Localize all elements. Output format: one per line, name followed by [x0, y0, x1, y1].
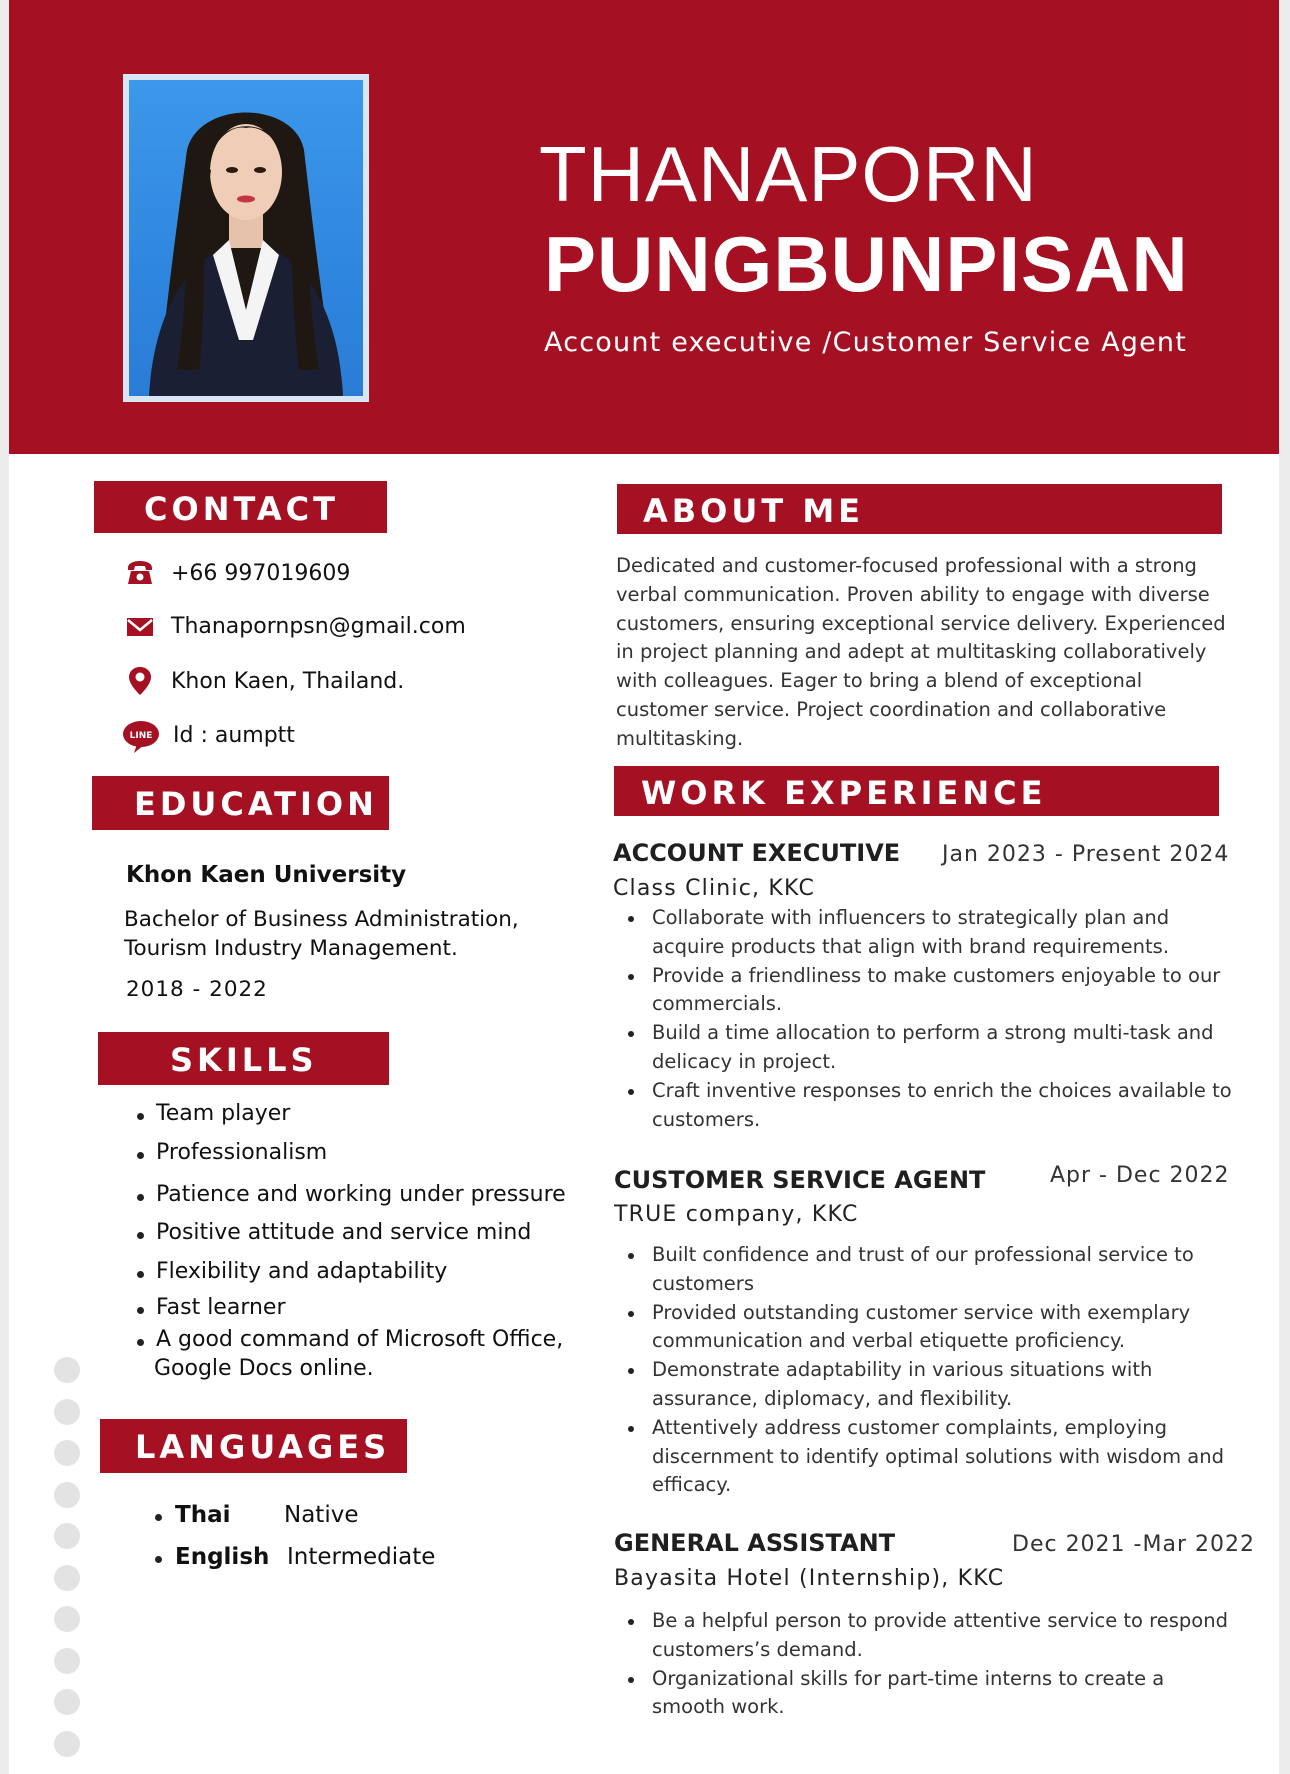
job-date: Apr - Dec 2022 [1050, 1163, 1230, 1188]
email-text[interactable]: Thanapornpsn@gmail.com [171, 614, 466, 639]
skill-item: Team player [156, 1101, 291, 1126]
job-company: Bayasita Hotel (Internship), KKC [614, 1566, 1005, 1591]
job-bullets [616, 1607, 1236, 1722]
job-company: TRUE company, KKC [614, 1202, 859, 1227]
about-line: verbal communication. Proven ability to engage with diverse [616, 582, 1210, 606]
job-title: GENERAL ASSISTANT [614, 1529, 896, 1557]
language-name: Thai [175, 1502, 231, 1528]
job-bullet: Built confidence and trust of our professional service to customers [616, 1241, 1236, 1299]
job-bullet: Craft inventive responses to enrich the choices available to customers. [616, 1077, 1236, 1135]
job-bullets [616, 1241, 1236, 1500]
job-bullet: Provide a friendliness to make customers enjoyable to our commercials. [616, 962, 1236, 1020]
phone-icon [125, 558, 155, 588]
job-title: CUSTOMER SERVICE AGENT [614, 1166, 986, 1194]
job-bullet: Be a helpful person to provide attentive service to respond customers’s demand. [616, 1607, 1236, 1665]
skill-item: Patience and working under pressure [156, 1182, 566, 1207]
job-bullet: Attentively address customer complaints, employing discernment to identify optimal solutions with wisdom and efficacy. [616, 1414, 1236, 1500]
language-level: Native [284, 1502, 359, 1528]
language-level: Intermediate [287, 1544, 436, 1570]
education-degree-line1: Bachelor of Business Administration, [124, 907, 519, 932]
profile-photo-frame [123, 74, 369, 402]
contact-heading: CONTACT [94, 481, 387, 533]
job-bullet: Collaborate with influencers to strategically plan and acquire products that align with brand requirements. [616, 904, 1236, 962]
about-line: customer service. Project coordination and collaborative [616, 697, 1167, 721]
location-pin-icon [125, 666, 155, 696]
line-chat-icon [122, 720, 160, 754]
skill-item: Professionalism [156, 1140, 328, 1165]
about-line: multitasking. [616, 726, 744, 750]
svg-text:LINE: LINE [129, 731, 153, 741]
job-role: Account executive /Customer Service Agent [544, 327, 1188, 358]
job-bullet: Demonstrate adaptability in various situations with assurance, diplomacy, and flexibility. [616, 1356, 1236, 1414]
work-heading: WORK EXPERIENCE [614, 766, 1219, 816]
job-bullet: Organizational skills for part-time interns to create a smooth work. [616, 1665, 1236, 1723]
language-item [175, 1502, 359, 1528]
about-line: customers, ensuring exceptional service delivery. Experienced [616, 611, 1226, 635]
skill-item-continued: Google Docs online. [154, 1356, 374, 1381]
job-title: ACCOUNT EXECUTIVE [613, 839, 901, 867]
phone-text[interactable]: +66 997019609 [171, 561, 351, 586]
about-text [616, 552, 1246, 754]
first-name: THANAPORN [539, 130, 1038, 218]
education-school: Khon Kaen University [126, 862, 407, 888]
skill-item: Fast learner [156, 1295, 286, 1320]
about-heading: ABOUT ME [617, 484, 1222, 534]
skill-item: A good command of Microsoft Office, [156, 1327, 564, 1352]
resume-page [9, 0, 1279, 1774]
skill-item: Positive attitude and service mind [156, 1220, 532, 1245]
about-line: with colleagues. Eager to bring a blend of exceptional [616, 669, 1143, 693]
job-bullets [616, 904, 1236, 1134]
line-id-text[interactable]: Id : aumptt [173, 723, 295, 748]
education-years: 2018 - 2022 [126, 977, 268, 1002]
job-bullet: Provided outstanding customer service with exemplary communication and verbal etiquette proficiency. [616, 1299, 1236, 1357]
language-name: English [175, 1544, 270, 1570]
education-degree-line2: Tourism Industry Management. [124, 936, 458, 961]
job-bullet: Build a time allocation to perform a strong multi-task and delicacy in project. [616, 1019, 1236, 1077]
about-line: Dedicated and customer-focused professional with a strong [616, 554, 1197, 577]
decorative-dots [54, 1357, 80, 1772]
profile-photo [129, 80, 363, 396]
about-line: in project planning and adept at multitasking collaboratively [616, 640, 1207, 664]
job-company: Class Clinic, KKC [613, 876, 816, 901]
education-heading: EDUCATION [92, 776, 389, 830]
languages-heading: LANGUAGES [100, 1419, 407, 1473]
skill-item: Flexibility and adaptability [156, 1259, 448, 1284]
skills-heading: SKILLS [98, 1032, 389, 1085]
last-name: PUNGBUNPISAN [544, 220, 1189, 308]
job-date: Dec 2021 -Mar 2022 [1012, 1532, 1255, 1557]
mail-icon [125, 612, 155, 642]
location-text: Khon Kaen, Thailand. [171, 669, 405, 694]
job-date: Jan 2023 - Present 2024 [942, 842, 1230, 867]
header-banner [9, 0, 1279, 454]
language-item [175, 1544, 436, 1570]
